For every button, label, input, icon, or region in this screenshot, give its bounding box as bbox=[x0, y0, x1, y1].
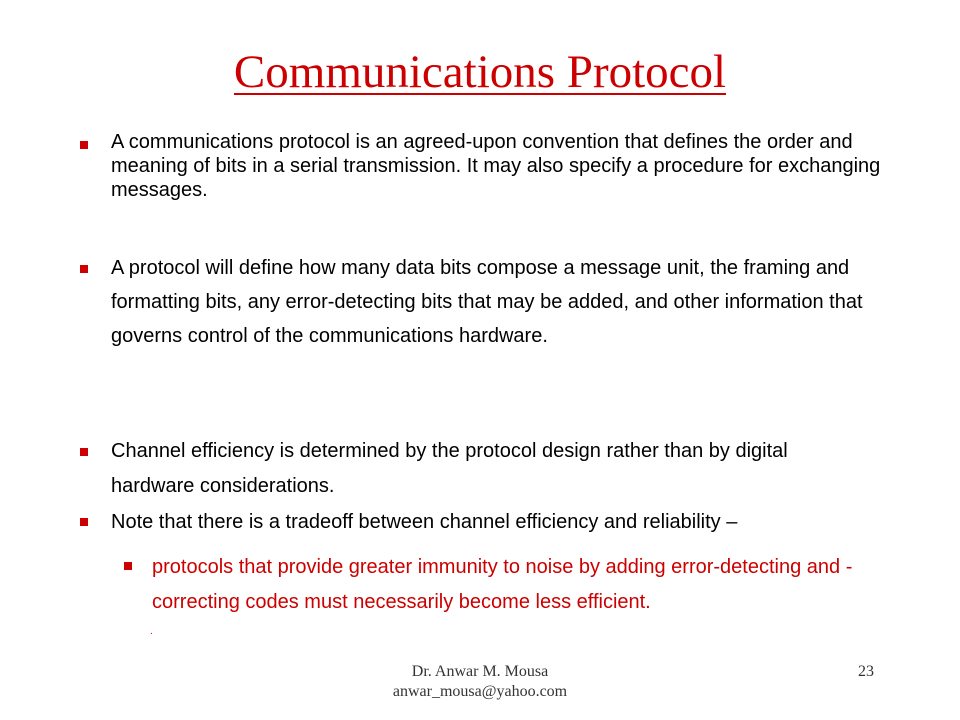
bullet-marker-icon bbox=[80, 265, 88, 273]
page-number: 23 bbox=[858, 663, 874, 680]
slide-title: Communications Protocol bbox=[233, 46, 727, 98]
bullet-marker-icon bbox=[80, 518, 88, 526]
sub-bullet-marker-icon bbox=[124, 562, 132, 570]
bullet-text: Channel efficiency is determined by the protocol design rather than by digital hardware considerations. bbox=[111, 440, 788, 497]
trailing-mark: . bbox=[150, 626, 153, 637]
bullet-text: A communications protocol is an agreed-upon convention that defines the order and meaning of bits in a serial transmission. It may also specify a procedure for exchanging messages. bbox=[111, 131, 881, 201]
author-email: anwar_mousa@yahoo.com bbox=[392, 683, 568, 700]
bullet-marker-icon bbox=[80, 448, 88, 456]
sub-bullet-text: protocols that provide greater immunity to noise by adding error-detecting and -correcting codes must necessarily become less efficient. bbox=[152, 556, 853, 613]
bullet-text: A protocol will define how many data bits compose a message unit, the framing and formatting bits, any error-detecting bits that may be added, and other information that governs control of the communications hardware. bbox=[111, 257, 863, 347]
footer-author bbox=[0, 662, 960, 702]
author-name: Dr. Anwar M. Mousa bbox=[411, 663, 549, 680]
bullet-marker-icon bbox=[80, 141, 88, 149]
bullet-text: Note that there is a tradeoff between channel efficiency and reliability – bbox=[111, 511, 738, 533]
